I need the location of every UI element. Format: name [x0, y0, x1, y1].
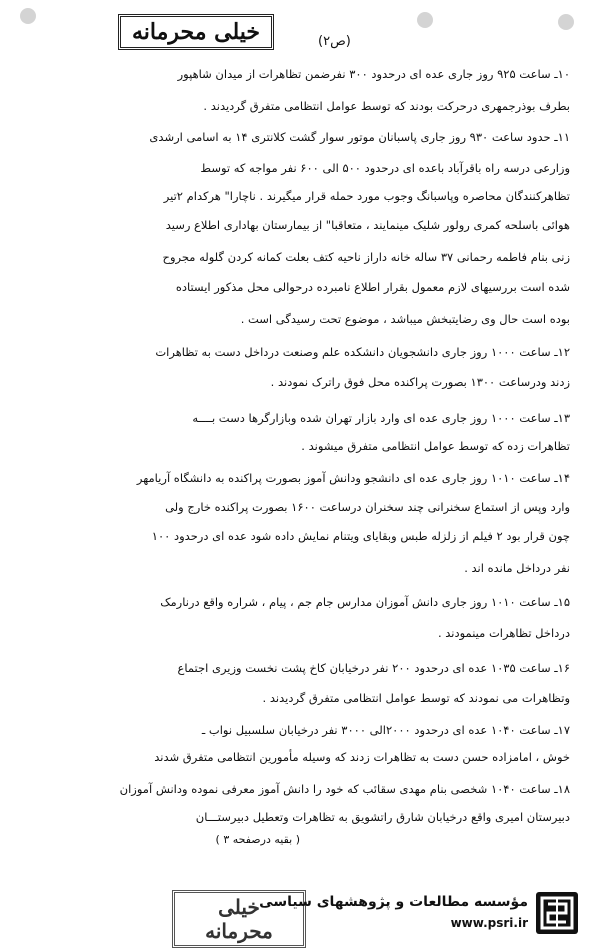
report-line: زنی بنام فاطمه رحمانی ۳۷ ساله خانه داراز ناحیه کتف بعلت کمانه کردن گلوله مجروح — [162, 250, 570, 264]
scan-hole — [558, 14, 574, 30]
report-line: ۱۴ـ ساعت ۱۰۱۰ روز جاری عده ای دانشجو ودانش آموز بصورت پراکنده به دانشگاه آریامهر — [136, 471, 570, 485]
report-line: تظاهرکنندگان محاصره وپاسبانگ وجوب مورد حمله قرار میگیرند . ناچارا" هرکدام ۲تیر — [163, 189, 570, 203]
report-line: ۱۳ـ ساعت ۱۰۰۰ روز جاری عده ای وارد بازار تهران شده وبازارگرها دست بــــه — [192, 411, 570, 425]
report-line: ۱۸ـ ساعت ۱۰۴۰ شخصی بنام مهدی سقائب که خود را دانش آموز معرفی نموده ودانش آموزان — [119, 782, 570, 796]
report-line: وتظاهرات می نمودند که توسط عوامل انتظامی متفرق گردیدند . — [262, 691, 570, 705]
continued-note: ( بقیه درصفحه ۳ ) — [215, 833, 300, 846]
report-line: ۱۷ـ ساعت ۱۰۴۰ عده ای درحدود ۲۰۰۰الی ۳۰۰۰ نفر درخیابان سلسبیل نواب ـ — [201, 723, 570, 737]
report-line: وزارعی درسه راه باقرآباد باعده ای درحدود ۵۰۰ الی ۶۰۰ نفر مواجه که توسط — [200, 161, 570, 175]
classification-stamp-bottom: خیلی محرمانه — [172, 890, 306, 948]
report-line: نفر درداخل مانده اند . — [464, 561, 570, 575]
scan-hole — [20, 8, 36, 24]
report-line: شده است بررسیهای لازم معمول بقرار اطلاع نامبرده درحوالی محل مذکور ایستاده — [175, 280, 570, 294]
report-line: بطرف بوذرجمهری درحرکت بودند که توسط عوامل انتظامی متفرق گردیدند . — [203, 99, 570, 113]
report-line: خوش ، امامزاده حسن دست به تظاهرات زدند که وسیله مأمورین انتظامی متفرق شدند — [154, 750, 570, 764]
report-line: دبیرستان امیری واقع درخیابان شارق راتشویق به تظاهرات وتعطیل دبیرستـــان — [195, 810, 570, 824]
report-line: چون قرار بود ۲ فیلم از زلزله طبس وبقایای ویتنام نمایش داده شود عده ای درحدود ۱۰۰ — [151, 529, 570, 543]
report-line: ۱۲ـ ساعت ۱۰۰۰ روز جاری دانشجویان دانشکده علم وصنعت درداخل دست به تظاهرات — [155, 345, 570, 359]
scan-hole — [417, 12, 433, 28]
knot-logo-icon — [536, 892, 578, 934]
report-line: ۱۱ـ حدود ساعت ۹۳۰ روز جاری پاسبانان موتور سوار گشت کلانتری ۱۴ به اسامی ارشدی — [149, 130, 570, 144]
report-line: ۱۰ـ ساعت ۹۲۵ روز جاری عده ای درحدود ۳۰۰ نفرضمن تظاهرات از میدان شاهپور — [177, 67, 570, 81]
classification-stamp: خیلی محرمانه — [118, 14, 274, 50]
report-line: تظاهرات زده که توسط عوامل انتظامی متفرق میشوند . — [301, 439, 570, 453]
report-line: ۱۶ـ ساعت ۱۰۳۵ عده ای درحدود ۲۰۰ نفر درخیابان کاخ پشت نخست وزیری اجتماع — [177, 661, 570, 675]
institute-url: www.psri.ir — [450, 916, 528, 930]
report-line: ۱۵ـ ساعت ۱۰۱۰ روز جاری دانش آموزان مدارس جام جم ، پیام ، شراره واقع درنارمک — [160, 595, 570, 609]
report-line: زدند ودرساعت ۱۳۰۰ بصورت پراکنده محل فوق راترک نمودند . — [270, 375, 570, 389]
page-number: (ص۲) — [318, 34, 351, 49]
report-line: درداخل تظاهرات مینمودند . — [437, 626, 570, 640]
report-line: وارد وپس از استماع سخنرانی چند سخنران درساعت ۱۶۰۰ بصورت پراکنده خارج ولی — [165, 500, 570, 514]
watermark-footer — [259, 892, 590, 940]
report-line: هوائی باسلحه کمری رولور شلیک مینمایند ، متعاقبا" از بیمارستان بهاداری اطلاع رسید — [165, 218, 570, 232]
institute-name: مؤسسه مطالعات و پژوهشهای سیاسی — [259, 894, 528, 910]
report-line: بوده است حال وی رضایتبخش میباشد ، موضوع تحت رسیدگی است . — [240, 312, 570, 326]
